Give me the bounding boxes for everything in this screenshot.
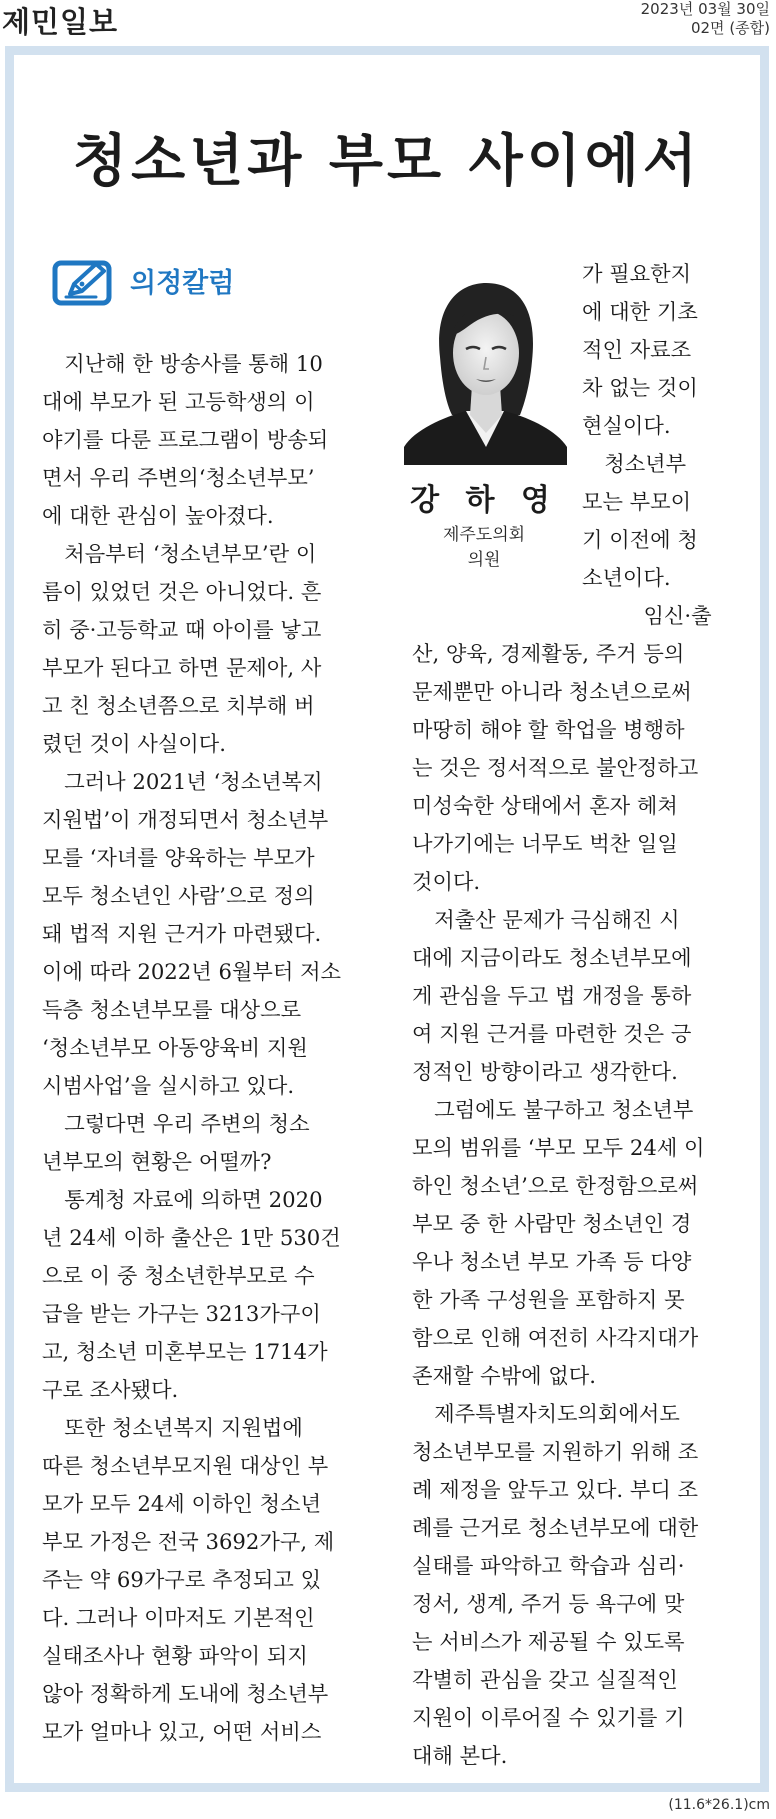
paragraph (582, 255, 754, 445)
author-affiliation-line: 제주도의회 (442, 525, 526, 545)
paragraph (42, 535, 394, 763)
author-name: 강 하 영 (410, 483, 558, 518)
text-line: 대해 본다. (412, 1743, 508, 1768)
paragraph (582, 445, 754, 597)
text-line: 지원이 이루어질 수 있기를 기 (412, 1705, 685, 1730)
paragraph (42, 1181, 394, 1409)
text-line: 부모 중 한 사람만 청소년인 경 (412, 1211, 692, 1236)
text-line: 년부모의 현황은 어떨까? (42, 1149, 272, 1174)
text-line: 이에 따라 2022년 6월부터 저소 (42, 959, 342, 984)
text-line: 부모 가정은 전국 3692가구, 제 (42, 1529, 335, 1554)
text-line: 정적인 방향이라고 생각한다. (412, 1059, 678, 1084)
issue-date: 2023년 03월 30일 (640, 0, 770, 18)
paragraph (42, 1105, 394, 1181)
text-line: 그러나 2021년 ‘청소년복지 (64, 769, 323, 794)
text-line: 마땅히 해야 할 학업을 병행하 (412, 717, 685, 742)
text-line: 대에 부모가 된 고등학생의 이 (42, 389, 315, 414)
text-line: 지원법’이 개정되면서 청소년부 (42, 807, 329, 832)
text-line: 야기를 다룬 프로그램이 방송되 (42, 427, 329, 452)
section-badge-label: 의정칼럼 (130, 268, 235, 299)
text-line: 례 제정을 앞두고 있다. 부디 조 (412, 1477, 699, 1502)
text-line: ‘청소년부모 아동양육비 지원 (42, 1035, 308, 1060)
text-line: 모를 ‘자녀를 양육하는 부모가 (42, 845, 315, 870)
author-portrait-photo (404, 265, 567, 465)
text-line: 가 필요한지 (582, 261, 692, 286)
text-line: 나가기에는 너무도 벅찬 일일 (412, 831, 678, 856)
text-line: 대에 지금이라도 청소년부모에 (412, 945, 692, 970)
text-line: 히 중·고등학교 때 아이를 낳고 (42, 617, 322, 642)
right-top-column (582, 255, 754, 635)
text-line: 따른 청소년부모지원 대상인 부 (42, 1453, 329, 1478)
text-line: 여 지원 근거를 마련한 것은 긍 (412, 1021, 692, 1046)
author-affiliation (384, 523, 584, 573)
text-line: 름이 있었던 것은 아니었다. 흔 (42, 579, 322, 604)
text-line: 으로 이 중 청소년한부모로 수 (42, 1263, 315, 1288)
text-line: 모의 범위를 ‘부모 모두 24세 이 (412, 1135, 705, 1160)
text-line: 모는 부모이 (582, 489, 692, 514)
text-line: 처음부터 ‘청소년부모’란 이 (64, 541, 317, 566)
article-frame (5, 46, 769, 1792)
text-line: 또한 청소년복지 지원법에 (64, 1415, 303, 1440)
text-line: 미성숙한 상태에서 혼자 헤쳐 (412, 793, 678, 818)
text-line: 게 관심을 두고 법 개정을 통하 (412, 983, 692, 1008)
text-line: 지난해 한 방송사를 통해 10 (64, 351, 323, 376)
text-line: 구로 조사됐다. (42, 1377, 179, 1402)
text-line: 기 이전에 청 (582, 527, 698, 552)
text-line: 주는 약 69가구로 추정되고 있 (42, 1567, 322, 1592)
text-line: 실태를 파악하고 학습과 심리· (412, 1553, 685, 1578)
text-line: 모가 얼마나 있고, 어떤 서비스 (42, 1719, 322, 1744)
text-line: 제주특별자치도의회에서도 (434, 1401, 680, 1426)
text-line: 함으로 인해 여전히 사각지대가 (412, 1325, 699, 1350)
right-column (412, 635, 754, 1775)
text-line: 소년이다. (582, 565, 671, 590)
paragraph (412, 901, 754, 1091)
paragraph (412, 635, 754, 901)
text-line: 모두 청소년인 사람’으로 정의 (42, 883, 315, 908)
text-line: 우나 청소년 부모 가족 등 다양 (412, 1249, 692, 1274)
text-line: 는 서비스가 제공될 수 있도록 (412, 1629, 685, 1654)
text-line: 문제뿐만 아니라 청소년으로써 (412, 679, 692, 704)
author-title-line: 의원 (467, 550, 501, 570)
text-line: 현실이다. (582, 413, 671, 438)
text-line: 것이다. (412, 869, 481, 894)
text-line: 례를 근거로 청소년부모에 대한 (412, 1515, 699, 1540)
text-line: 그럼에도 불구하고 청소년부 (434, 1097, 694, 1122)
page-number: 02면 (종합) (690, 19, 770, 37)
text-line: 존재할 수밖에 없다. (412, 1363, 596, 1388)
text-line: 급을 받는 가구는 3213가구이 (42, 1301, 321, 1326)
headline: 청소년과 부모 사이에서 (73, 129, 701, 194)
text-line: 않아 정확하게 도내에 청소년부 (42, 1681, 329, 1706)
text-line: 청소년부모를 지원하기 위해 조 (412, 1439, 699, 1464)
text-line: 적인 자료조 (582, 337, 692, 362)
text-line: 고 친 청소년쯤으로 치부해 버 (42, 693, 315, 718)
paragraph (42, 763, 394, 1105)
paragraph (582, 597, 754, 635)
text-line: 그렇다면 우리 주변의 청소 (64, 1111, 310, 1136)
text-line: 모가 모두 24세 이하인 청소년 (42, 1491, 322, 1516)
paragraph (412, 1395, 754, 1775)
text-line: 정서, 생계, 주거 등 욕구에 맞 (412, 1591, 685, 1616)
text-line: 에 대한 관심이 높아졌다. (42, 503, 274, 528)
text-line: 다. 그러나 이마저도 기본적인 (42, 1605, 315, 1630)
paragraph (42, 1409, 394, 1751)
text-line: 돼 법적 지원 근거가 마련됐다. (42, 921, 322, 946)
text-line: 득층 청소년부모를 대상으로 (42, 997, 302, 1022)
text-line: 시범사업’을 실시하고 있다. (42, 1073, 295, 1098)
text-line: 면서 우리 주변의‘청소년부모’ (42, 465, 315, 490)
text-line: 차 없는 것이 (582, 375, 698, 400)
text-line: 년 24세 이하 출산은 1만 530건 (42, 1225, 341, 1250)
paragraph (412, 1091, 754, 1395)
text-line: 한 가족 구성원을 포함하지 못 (412, 1287, 685, 1312)
text-line: 는 것은 정서적으로 불안정하고 (412, 755, 699, 780)
masthead (0, 0, 776, 40)
text-line: 부모가 된다고 하면 문제아, 사 (42, 655, 322, 680)
left-column (42, 345, 394, 1751)
article-paper (14, 55, 760, 1783)
text-line: 임신·출 (643, 603, 712, 628)
paragraph (42, 345, 394, 535)
text-line: 통계청 자료에 의하면 2020 (64, 1187, 323, 1212)
text-line: 실태조사나 현황 파악이 되지 (42, 1643, 308, 1668)
text-line: 산, 양육, 경제활동, 주거 등의 (412, 641, 685, 666)
text-line: 저출산 문제가 극심해진 시 (434, 907, 680, 932)
byline (384, 475, 584, 573)
text-line: 각별히 관심을 갖고 실질적인 (412, 1667, 678, 1692)
newspaper-logo: 제민일보 (2, 5, 119, 39)
pen-on-paper-icon (52, 257, 114, 307)
text-line: 에 대한 기초 (582, 299, 698, 324)
text-line: 하인 청소년’으로 한정함으로써 (412, 1173, 699, 1198)
text-line: 렸던 것이 사실이다. (42, 731, 226, 756)
text-line: 고, 청소년 미혼부모는 1714가 (42, 1339, 328, 1364)
issue-meta (641, 0, 770, 38)
article-size-note: (11.6*26.1)cm (668, 1797, 770, 1813)
text-line: 청소년부 (604, 451, 687, 476)
